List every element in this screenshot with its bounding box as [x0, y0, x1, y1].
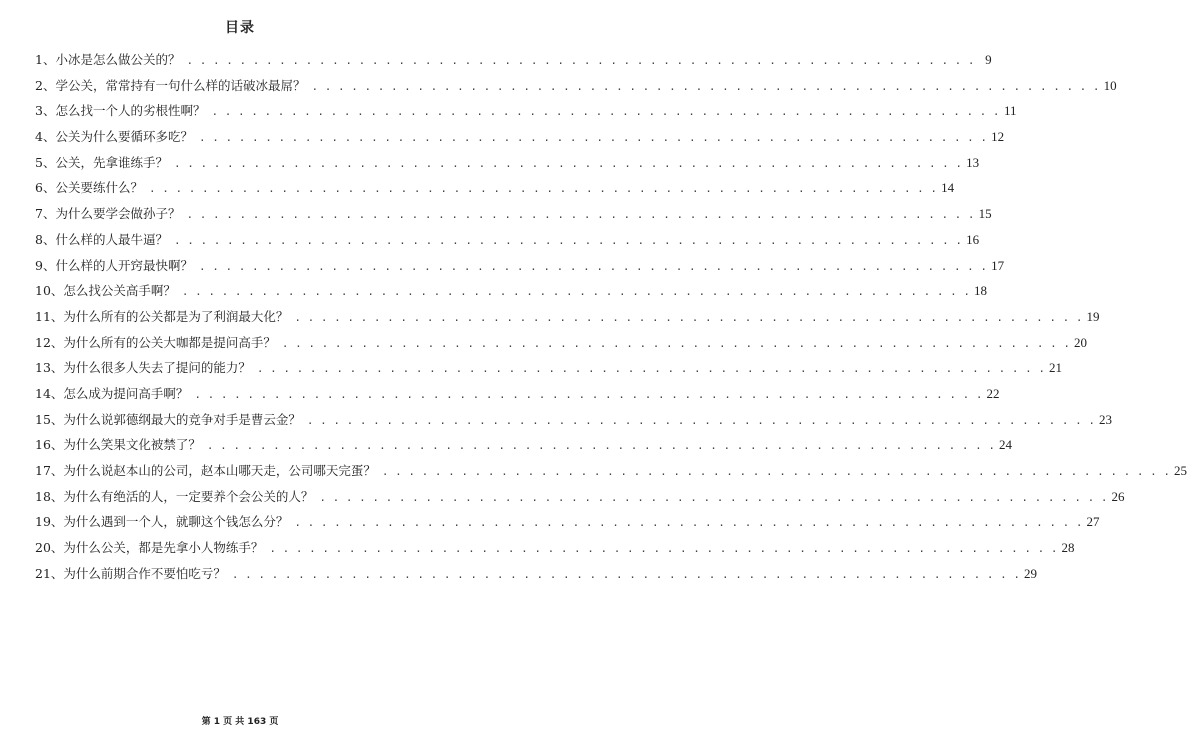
toc-entry[interactable]	[35, 330, 1088, 356]
toc-entry[interactable]	[35, 227, 980, 253]
dot-leader	[251, 356, 1048, 382]
toc-entry-number: 8、	[35, 231, 56, 247]
toc-entry[interactable]	[35, 458, 1187, 484]
dot-leader	[376, 459, 1173, 485]
toc-entry-number: 9、	[35, 257, 56, 273]
toc-entry-title: 怎么成为提问高手啊？	[63, 385, 189, 401]
toc-entry[interactable]	[35, 509, 1100, 535]
toc-entry-page-number: 14	[941, 180, 955, 196]
toc-entry-page-number: 9	[985, 52, 992, 67]
toc-entry-number: 3、	[35, 103, 56, 119]
dot-leader	[168, 151, 965, 177]
toc-entry-title: 为什么说赵本山的公司，赵本山哪天走，公司哪天完蛋？	[63, 463, 376, 478]
toc-entry-title: 学公关，常常持有一句什么样的话破冰最屌？	[55, 77, 306, 93]
toc-entry-page-number: 25	[1174, 463, 1187, 478]
dot-leader	[193, 254, 990, 280]
dot-leader	[188, 382, 985, 408]
toc-entry-number: 14、	[35, 385, 64, 401]
toc-entry-title: 为什么所有的公关都是为了利润最大化？	[63, 308, 289, 324]
toc-entry-number: 18、	[35, 488, 64, 504]
toc-entry-page-number: 24	[999, 437, 1013, 453]
toc-entry-number: 16、	[35, 437, 64, 453]
toc-entry-number: 13、	[35, 360, 64, 376]
toc-entry-page-number: 12	[991, 129, 1005, 145]
toc-entry[interactable]	[35, 124, 1005, 150]
toc-entry-page-number: 15	[978, 206, 992, 222]
toc-entry-number: 5、	[35, 154, 56, 170]
toc-entry-number: 4、	[35, 129, 56, 145]
toc-entry-number: 20、	[35, 540, 64, 556]
dot-leader	[263, 536, 1060, 562]
dot-leader	[205, 99, 1002, 125]
toc-entry-title: 为什么公关，都是先拿小人物练手？	[63, 540, 264, 556]
toc-entry-page-number: 20	[1074, 334, 1088, 350]
dot-leader	[226, 562, 1023, 588]
toc-entry-number: 7、	[35, 206, 56, 222]
toc-entry-number: 10、	[35, 283, 64, 299]
dot-leader	[168, 228, 965, 254]
dot-leader	[201, 433, 998, 459]
toc-title: 目录	[225, 20, 255, 36]
toc-entry-page-number: 13	[966, 154, 980, 170]
toc-entry-number: 6、	[35, 180, 56, 196]
toc-entry-page-number: 28	[1061, 540, 1075, 556]
toc-entry[interactable]	[35, 381, 1000, 407]
dot-leader	[180, 48, 977, 74]
toc-entry-title: 公关，先拿谁练手？	[55, 154, 168, 170]
dot-leader	[176, 279, 973, 305]
toc-entry-title: 什么样的人最牛逼？	[55, 231, 168, 247]
toc-entry-page-number: 18	[974, 283, 988, 299]
toc-entry-page-number: 23	[1099, 411, 1113, 427]
toc-entry[interactable]	[35, 150, 980, 176]
toc-entry-page-number: 27	[1086, 514, 1100, 530]
dot-leader	[301, 408, 1098, 434]
toc-entry-page-number: 11	[1004, 103, 1017, 119]
toc-entry-page-number: 10	[1103, 77, 1117, 93]
toc-entry-title: 怎么找一个人的劣根性啊？	[55, 103, 206, 119]
dot-leader	[143, 176, 940, 202]
toc-entry-page-number: 17	[991, 257, 1005, 273]
toc-entry-title: 为什么遇到一个人，就聊这个钱怎么分？	[63, 514, 289, 530]
toc-entry-title: 为什么笑果文化被禁了？	[63, 437, 201, 453]
toc-entry-title: 为什么要学会做孙子？	[55, 206, 181, 222]
dot-leader	[305, 74, 1102, 100]
toc-entry[interactable]	[35, 407, 1113, 433]
dot-leader	[193, 125, 990, 151]
toc-entry-number: 1、	[35, 52, 56, 67]
dot-leader	[288, 510, 1085, 536]
toc-entry[interactable]	[35, 304, 1100, 330]
toc-entry-title: 怎么找公关高手啊？	[63, 283, 176, 299]
toc-entry-number: 12、	[35, 334, 64, 350]
toc-entry[interactable]	[35, 535, 1075, 561]
toc-entry[interactable]	[35, 355, 1063, 381]
toc-entry[interactable]	[35, 175, 955, 201]
toc-entry-title: 为什么说郭德纲最大的竞争对手是曹云金？	[63, 411, 301, 427]
toc-entry-title: 为什么前期合作不要怕吃亏？	[63, 565, 226, 581]
toc-entry-number: 21、	[35, 565, 64, 581]
toc-entry-number: 11、	[35, 308, 64, 324]
toc-entry-page-number: 22	[986, 385, 1000, 401]
toc-entry[interactable]	[35, 73, 1117, 99]
toc-entry-title: 为什么有绝活的人，一定要养个会公关的人？	[63, 488, 314, 504]
toc-entry-page-number: 26	[1111, 488, 1125, 504]
toc-list	[35, 47, 1187, 586]
toc-entry-title: 什么样的人开窍最快啊？	[55, 257, 193, 273]
toc-entry[interactable]	[35, 47, 992, 73]
toc-entry-title: 为什么所有的公关大咖都是提问高手？	[63, 334, 276, 350]
toc-entry[interactable]	[35, 484, 1125, 510]
toc-entry[interactable]	[35, 253, 1005, 279]
toc-entry[interactable]	[35, 201, 992, 227]
toc-entry-page-number: 16	[966, 231, 980, 247]
toc-entry-number: 17、	[35, 463, 64, 478]
page-footer: 第 1 页 共 163 页	[201, 717, 279, 727]
toc-entry-page-number: 29	[1024, 565, 1038, 581]
dot-leader	[313, 485, 1110, 511]
toc-entry[interactable]	[35, 98, 1017, 124]
toc-entry-title: 小冰是怎么做公关的？	[55, 52, 181, 67]
toc-entry-page-number: 19	[1086, 308, 1100, 324]
toc-entry[interactable]	[35, 278, 988, 304]
dot-leader	[276, 331, 1073, 357]
toc-entry[interactable]	[35, 432, 1013, 458]
toc-entry[interactable]	[35, 561, 1038, 587]
toc-entry-page-number: 21	[1049, 360, 1063, 376]
dot-leader	[180, 202, 977, 228]
toc-entry-number: 19、	[35, 514, 64, 530]
toc-entry-title: 为什么很多人失去了提问的能力？	[63, 360, 251, 376]
toc-entry-number: 2、	[35, 77, 56, 93]
toc-entry-title: 公关要练什么？	[55, 180, 143, 196]
toc-entry-title: 公关为什么要循环多吃？	[55, 129, 193, 145]
dot-leader	[288, 305, 1085, 331]
toc-entry-number: 15、	[35, 411, 64, 427]
